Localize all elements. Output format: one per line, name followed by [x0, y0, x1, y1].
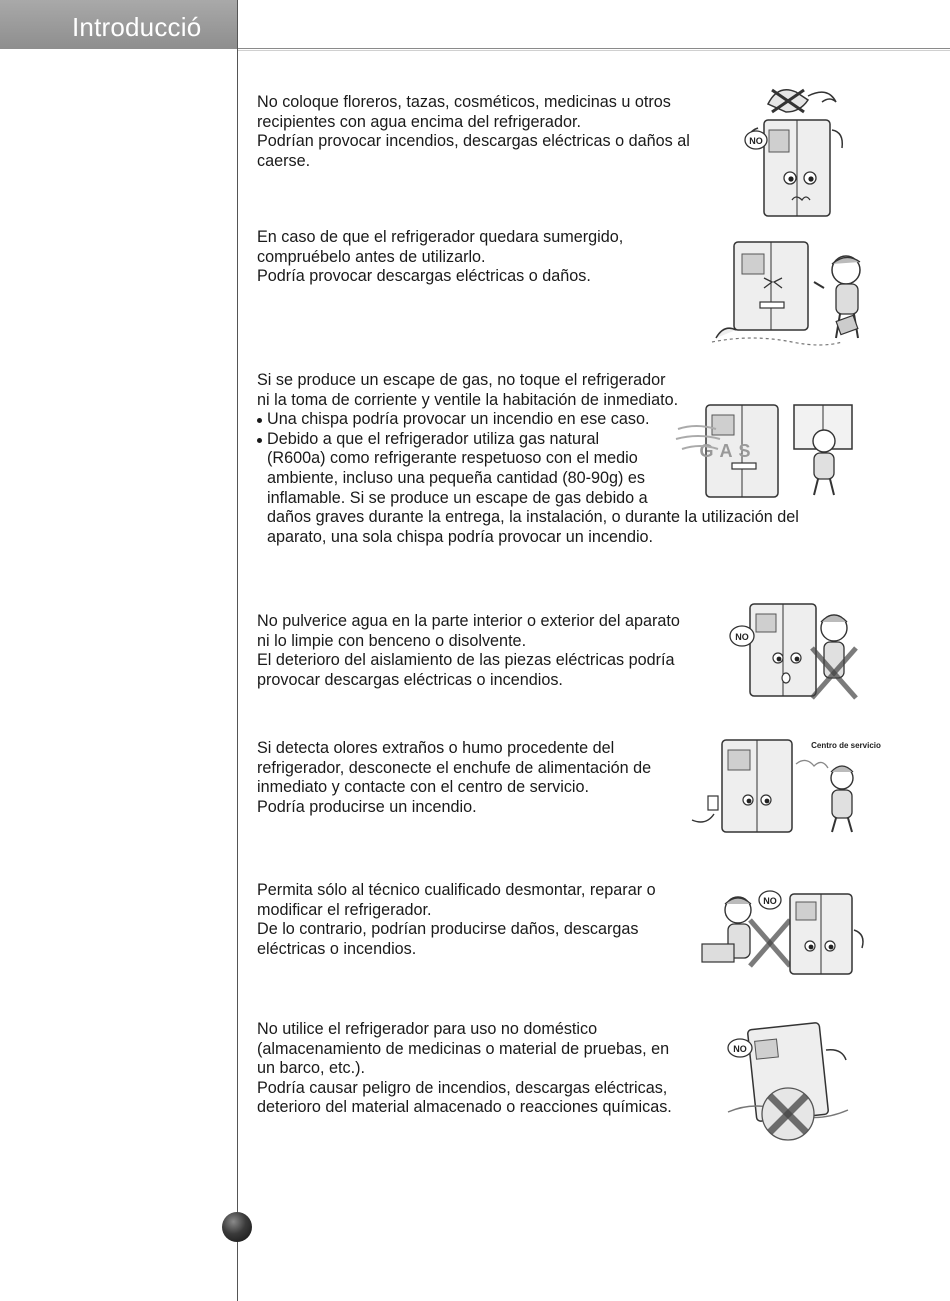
- text-line: El deterioro del aislamiento de las piezas eléctricas podría: [257, 651, 675, 670]
- text-line: No coloque floreros, tazas, cosméticos, medicinas u otros: [257, 93, 671, 111]
- text-line: De lo contrario, podrían producirse daños, descargas: [257, 920, 639, 939]
- margin-line: [237, 0, 238, 1301]
- service-center-label: Centro de servicio: [811, 741, 881, 750]
- text-line: refrigerador, desconecte el enchufe de alimentación de: [257, 758, 652, 777]
- flooded-fridge-illustration: [712, 238, 882, 350]
- text-line: ni lo limpie con benceno o disolvente.: [257, 631, 527, 650]
- text-line: No pulverice agua en la parte interior o exterior del aparato: [257, 612, 680, 630]
- text-line: recipientes con agua encima del refrigerador.: [257, 112, 581, 131]
- bullet-item: Debido a que el refrigerador utiliza gas natural: [257, 430, 799, 450]
- page-marker-dot: [222, 1212, 252, 1242]
- text-line: En caso de que el refrigerador quedara sumergido,: [257, 228, 624, 246]
- text-line: provocar descargas eléctricas o incendios.: [257, 670, 563, 689]
- non-domestic-illustration: [726, 1020, 856, 1142]
- text-line: Permita sólo al técnico cualificado desmontar, reparar o: [257, 881, 656, 899]
- text-line: inmediato y contacte con el centro de servicio.: [257, 778, 590, 797]
- text-line: daños graves durante la entrega, la instalación, o durante la utilización del: [267, 508, 799, 527]
- header-rule: [237, 48, 950, 49]
- gas-leak-illustration: [676, 397, 870, 505]
- text-line: Podría producirse un incendio.: [257, 797, 477, 816]
- text-line: caerse.: [257, 151, 311, 170]
- text-line: Podría provocar descargas eléctricas o daños.: [257, 267, 591, 286]
- svg-text:NO: NO: [735, 632, 749, 642]
- text-line: ambiente, incluso una pequeña cantidad (80-90g) es: [267, 468, 645, 487]
- text-line: (almacenamiento de medicinas o material de pruebas, en: [257, 1039, 670, 1058]
- warning-section-1: [257, 93, 690, 171]
- bullet-item: Una chispa podría provocar un incendio en ese caso.: [257, 410, 799, 430]
- warning-section-5: [257, 739, 651, 817]
- text-line: Si detecta olores extraños o humo procedente del: [257, 739, 615, 757]
- svg-text:NO: NO: [733, 1044, 747, 1054]
- text-line: compruébelo antes de utilizarlo.: [257, 247, 486, 266]
- text-line: modificar el refrigerador.: [257, 900, 432, 919]
- text-line: un barco, etc.).: [257, 1059, 365, 1078]
- svg-text:NO: NO: [763, 896, 777, 906]
- header-rule-shadow: [237, 50, 950, 51]
- text-line: Podría causar peligro de incendios, descargas eléctricas,: [257, 1078, 668, 1097]
- svg-text:NO: NO: [749, 136, 763, 146]
- text-line: eléctricas o incendios.: [257, 939, 417, 958]
- water-spray-illustration: [728, 598, 868, 718]
- svg-text:GAS: GAS: [699, 441, 757, 461]
- text-line: Si se produce un escape de gas, no toque el refrigerador: [257, 371, 666, 389]
- warning-section-7: [257, 1020, 672, 1118]
- text-line: Podrían provocar incendios, descargas eléctricas o daños al: [257, 132, 690, 151]
- text-line: aparato, una sola chispa podría provocar un incendio.: [267, 527, 654, 546]
- text-line: No utilice el refrigerador para uso no doméstico: [257, 1020, 598, 1038]
- text-line: (R600a) como refrigerante respetuoso con el medio: [267, 449, 638, 468]
- text-line: ni la toma de corriente y ventile la habitación de inmediato.: [257, 390, 679, 409]
- warning-section-2: [257, 228, 623, 287]
- page-title: Introducció: [72, 12, 202, 42]
- text-line: deterioro del material almacenado o reacciones químicas.: [257, 1098, 672, 1117]
- fridge-vase-illustration: [738, 82, 850, 224]
- no-repair-illustration: [698, 886, 868, 982]
- warning-section-6: [257, 881, 656, 959]
- header-tab: [0, 0, 237, 49]
- warning-section-4: [257, 612, 680, 690]
- smoke-service-illustration: [688, 734, 881, 838]
- text-line: inflamable. Si se produce un escape de gas debido a: [267, 488, 648, 507]
